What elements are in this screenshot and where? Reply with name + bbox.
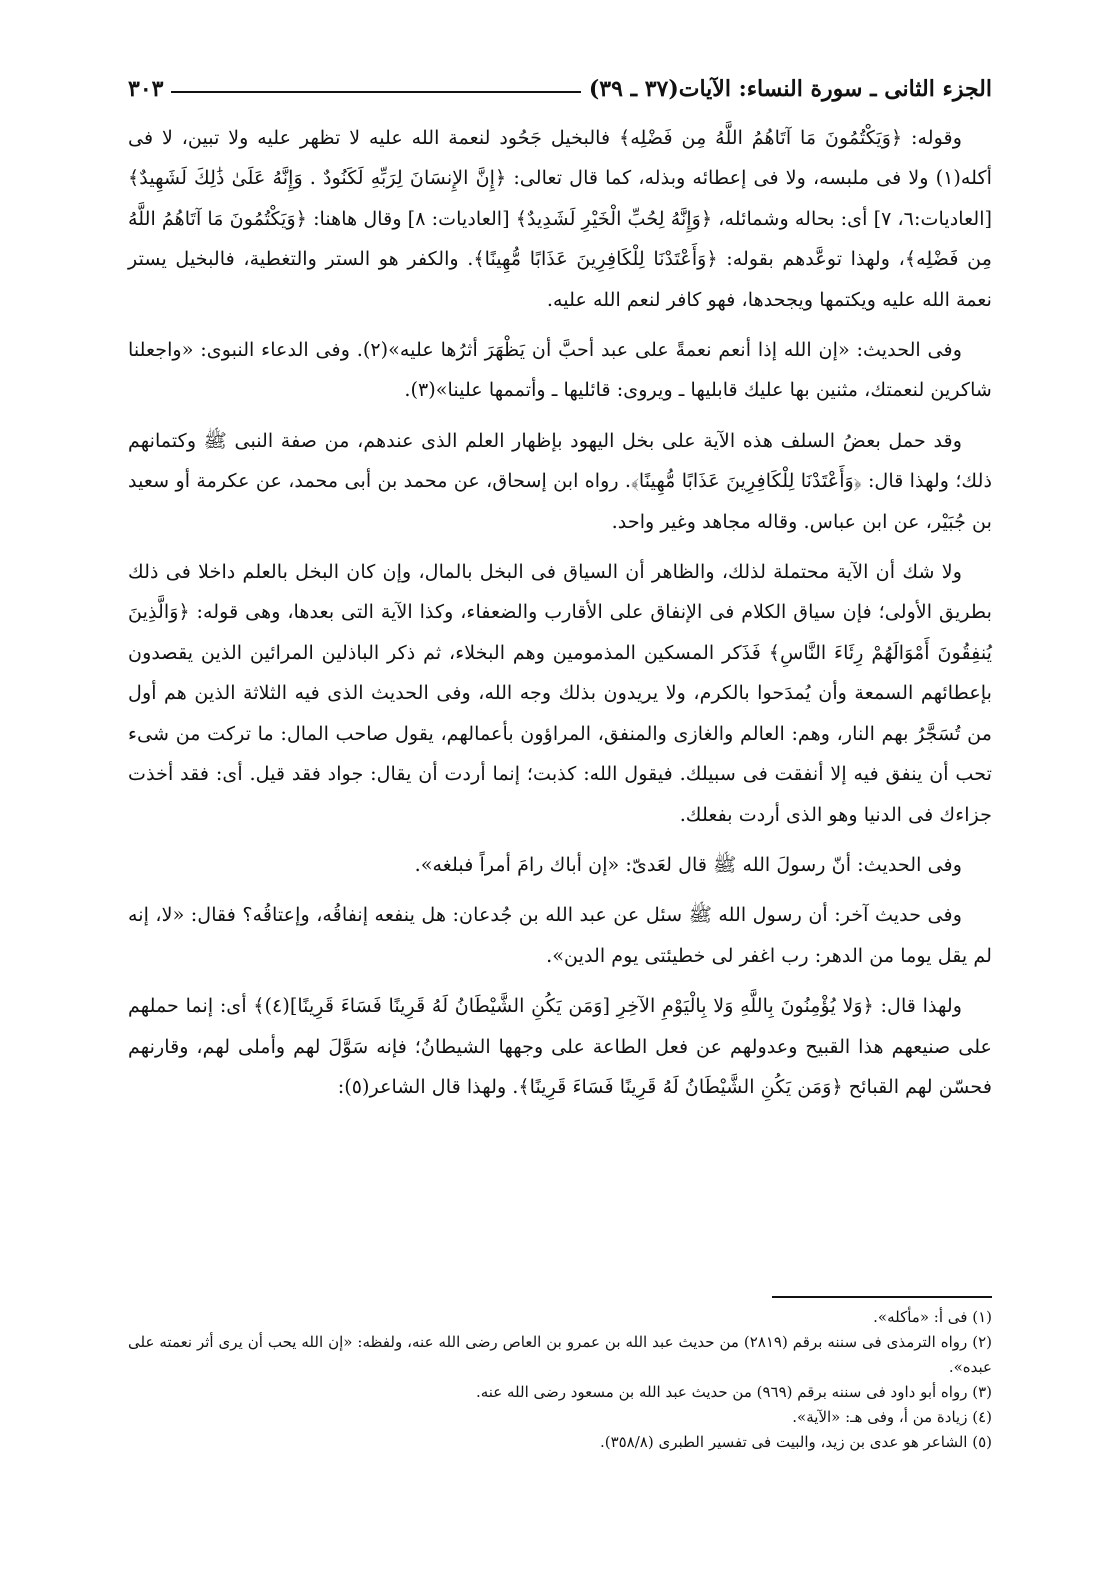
running-title: الجزء الثانى ـ سورة النساء: الآيات(٣٧ ـ ٣٩) xyxy=(588,76,992,102)
paragraph: وقد حمل بعضُ السلف هذه الآية على بخل اليهود بإظهار العلم الذى عندهم، من صفة النبى ﷺ وكتمانهم ذلك؛ ولهذا قال: ﴿وَأَعْتَدْنَا لِلْكَافِرِينَ عَذَابًا مُّهِينًا﴾. رواه ابن إسحاق، عن محمد بن أبى محمد، عن عكرمة أو سعيد بن جُبَيْر، عن ابن عباس. وقاله مجاهد وغير واحد. xyxy=(128,428,992,533)
footnote: (٢) رواه الترمذى فى سننه برقم (٢٨١٩) من حديث عبد الله بن عمرو بن العاص رضى الله عنه، ولفظه: «إن الله يحب أن يرى أثر نعمته على عبده». xyxy=(128,1333,992,1376)
footnote-rule xyxy=(772,1296,992,1298)
footnote: (٤) زيادة من أ، وفى هـ: «الآية». xyxy=(792,1408,992,1426)
paragraph: ولا شك أن الآية محتملة لذلك، والظاهر أن السياق فى البخل بالمال، وإن كان البخل بالعلم داخلا فى ذلك بطريق الأولى؛ فإن سياق الكلام فى الإنفاق على الأقارب والضعفاء، وكذا الآية التى بعدها، وهى قوله: ﴿وَالَّذِينَ يُنفِقُونَ أَمْوَالَهُمْ رِئَاءَ النَّاسِ﴾ فَذَكر المسكين المذمومين وهم البخلاء، ثم ذكر الباذلين المرائين الذين يقصدون بإعطائهم السمعة وأن يُمدَحوا بالكرم، ولا يريدون بذلك وجه الله، وفى الحديث الذى فيه الثلاثة الذين هم أول من تُسَجَّرُ بهم النار، وهم: العالم والغازى والمنفق، المراؤون بأعمالهم، يقول صاحب المال: ما تركت من شىء تحب أن ينفق فيه إلا أنفقت فى سبيلك. فيقول الله: كذبت؛ إنما أردت أن يقال: جواد فقد قيل. أى: فقد أخذت جزاءك فى الدنيا وهو الذى أردت بفعلك. xyxy=(128,560,992,826)
footnote: (١) فى أ: «مأكله». xyxy=(873,1308,992,1326)
main-text xyxy=(128,118,992,1117)
paragraph: وقوله: ﴿وَيَكْتُمُونَ مَا آتَاهُمُ اللَّهُ مِن فَضْلِه﴾ فالبخيل جَحُود لنعمة الله عليه لا تظهر عليه ولا تبين، لا فى أكله(١) ولا فى ملبسه، ولا فى إعطائه وبذله، كما قال تعالى: ﴿إِنَّ الإِنسَانَ لِرَبِّهِ لَكَنُودٌ . وَإِنَّهُ عَلَىٰ ذَٰلِكَ لَشَهِيدٌ﴾ [العاديات:٦، ٧] أى: بحاله وشمائله، ﴿وَإِنَّهُ لِحُبِّ الْخَيْرِ لَشَدِيدٌ﴾ [العاديات: ٨] وقال هاهنا: ﴿وَيَكْتُمُونَ مَا آتَاهُمُ اللَّهُ مِن فَضْلِه﴾، ولهذا توعَّدهم بقوله: ﴿وَأَعْتَدْنَا لِلْكَافِرِينَ عَذَابًا مُّهِينًا﴾. والكفر هو الستر والتغطية، فالبخيل يستر نعمة الله عليه ويكتمها ويجحدها، فهو كافر لنعم الله عليه. xyxy=(128,126,993,311)
header-rule xyxy=(171,91,580,93)
paragraph: وفى الحديث: «إن الله إذا أنعم نعمةً على عبد أحبَّ أن يَظْهَرَ أثرُها عليه»(٢). وفى الدعاء النبوى: «واجعلنا شاكرين لنعمتك، مثنين بها عليك قابليها ـ ويروى: قائليها ـ وأتممها علينا»(٣). xyxy=(128,338,992,402)
paragraph: وفى الحديث: أنّ رسولَ الله ﷺ قال لعَدىّ: «إن أباك رامَ أمراً فبلغه». xyxy=(414,852,962,876)
footnote: (٥) الشاعر هو عدى بن زيد، والبيت فى تفسير الطبرى (٣٥٨/٨). xyxy=(599,1433,992,1451)
paragraph: وفى حديث آخر: أن رسول الله ﷺ سئل عن عبد الله بن جُدعان: هل ينفعه إنفاقُه، وإعتاقُه؟ فقال: «لا، إنه لم يقل يوما من الدهر: رب اغفر لى خطيئتى يوم الدين». xyxy=(128,903,992,967)
page-number: ٣٠٣ xyxy=(128,76,164,102)
paragraph: ولهذا قال: ﴿وَلا يُؤْمِنُونَ بِاللَّهِ وَلا بِالْيَوْمِ الآخِرِ [وَمَن يَكُنِ الشَّيْطَانُ لَهُ قَرِينًا فَسَاءَ قَرِينًا](٤)﴾ أى: إنما حملهم على صنيعهم هذا القبيح وعدولهم عن فعل الطاعة على وجهها الشيطانُ؛ فإنه سَوَّلَ لهم وأملى لهم، وقارنهم فحسّن لهم القبائح ﴿وَمَن يَكُنِ الشَّيْطَانُ لَهُ قَرِينًا فَسَاءَ قَرِينًا﴾. ولهذا قال الشاعر(٥): xyxy=(128,994,992,1098)
footnote: (٣) رواه أبو داود فى سننه برقم (٩٦٩) من حديث عبد الله بن مسعود رضى الله عنه. xyxy=(475,1383,992,1401)
page-header xyxy=(128,62,992,102)
footnotes xyxy=(128,1305,992,1455)
